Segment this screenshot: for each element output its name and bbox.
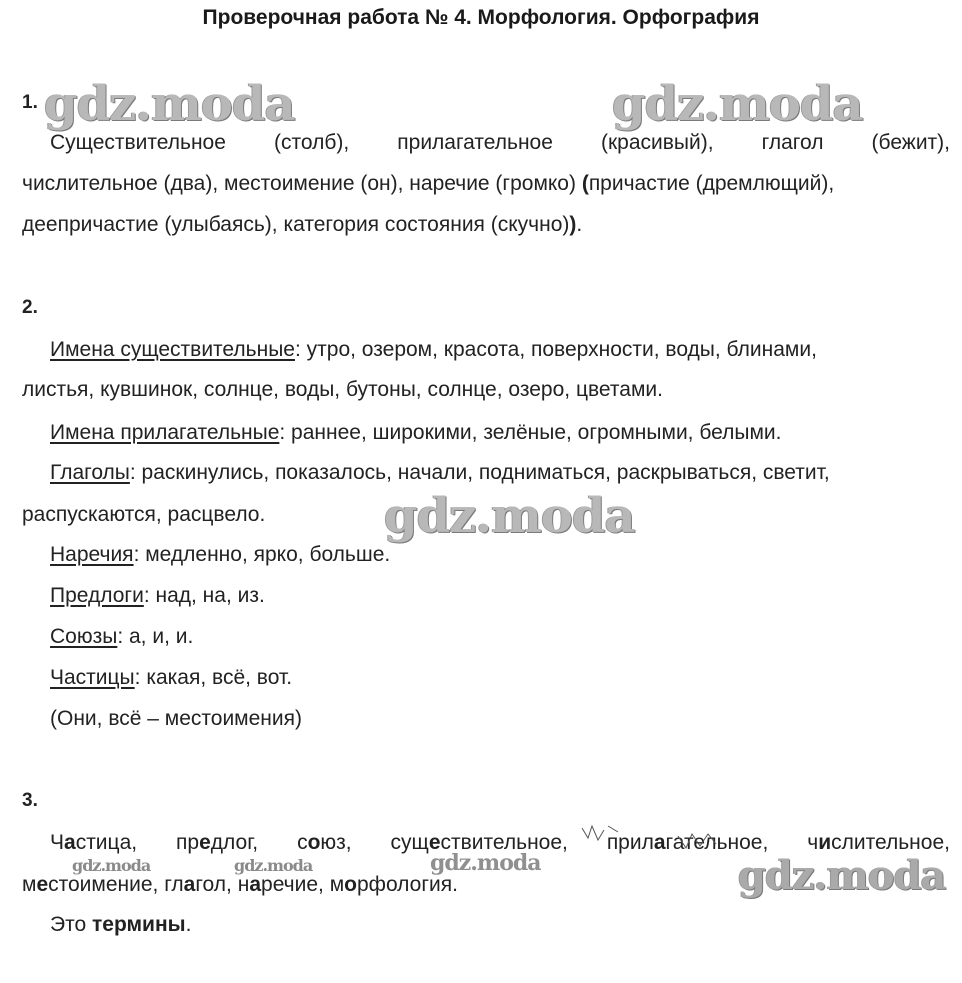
term-word bbox=[50, 831, 137, 854]
word-part: прил bbox=[606, 831, 654, 854]
watermark-logo: gdz.moda bbox=[430, 850, 541, 876]
adjectives-line bbox=[50, 420, 781, 446]
text: деепричастие (улыбаясь), категория состояния (скучно) bbox=[22, 213, 570, 236]
nouns-label: Имена существительные bbox=[50, 338, 295, 361]
highlighted-letter: о bbox=[307, 831, 321, 854]
text: : какая, всё, вот. bbox=[134, 666, 293, 689]
pronouns-note: (Они, всё – местоимения) bbox=[50, 707, 302, 730]
word-part: ч bbox=[807, 831, 819, 854]
highlighted-letter: а bbox=[183, 873, 196, 896]
term-word bbox=[238, 873, 324, 896]
text: : а, и, и. bbox=[117, 625, 194, 648]
word-part: гл bbox=[164, 873, 184, 896]
word-part: н bbox=[237, 873, 250, 896]
task-3-line-1 bbox=[50, 830, 950, 856]
term-word bbox=[22, 873, 158, 896]
term-word bbox=[176, 831, 258, 854]
adjectives-label: Имена прилагательные bbox=[50, 421, 280, 444]
adverbs-label: Наречия bbox=[50, 543, 134, 566]
word-part: стица, bbox=[75, 831, 138, 854]
conjunctions-line bbox=[50, 624, 193, 650]
text: . bbox=[576, 213, 583, 236]
conjunctions-label: Союзы bbox=[50, 625, 118, 648]
nouns-line-2: листья, кувшинок, солнце, воды, бутоны, солнце, озеро, цветами. bbox=[22, 378, 663, 401]
term-word bbox=[330, 873, 458, 896]
task-1-line-3 bbox=[22, 212, 582, 238]
word-part: рфология. bbox=[356, 873, 458, 896]
task-1-line-2 bbox=[22, 171, 834, 197]
word-part: Ч bbox=[50, 831, 64, 854]
watermark-logo: gdz.moda bbox=[738, 852, 946, 899]
page-title: Проверочная работа № 4. Морфология. Орфография bbox=[202, 6, 760, 29]
word: (столб), bbox=[273, 131, 350, 154]
answer-bold: термины bbox=[92, 913, 186, 936]
word-part: пр bbox=[176, 831, 200, 854]
text: : раннее, широкими, зелёные, огромными, белыми. bbox=[279, 421, 782, 444]
watermark-logo: gdz.moda bbox=[234, 856, 313, 875]
nouns-line-1 bbox=[50, 337, 817, 363]
text: : над, на, из. bbox=[143, 584, 265, 607]
task-1-number: 1. bbox=[22, 92, 38, 113]
word: Существительное bbox=[50, 131, 226, 154]
prepositions-line bbox=[50, 583, 265, 609]
text: Это bbox=[50, 913, 92, 936]
highlighted-letter: е bbox=[428, 831, 441, 854]
task-3-line-2 bbox=[22, 872, 458, 898]
text: причастие (дремлющий), bbox=[588, 172, 835, 195]
highlighted-letter: а bbox=[64, 831, 76, 854]
watermark-logo: gdz.moda bbox=[612, 76, 863, 132]
word-part: ствительное, bbox=[440, 831, 568, 854]
highlighted-letter: е bbox=[199, 831, 211, 854]
word-part: длог, bbox=[210, 831, 259, 854]
verbs-line-1 bbox=[50, 460, 830, 486]
adverbs-line bbox=[50, 542, 390, 568]
scribble-strokes bbox=[578, 820, 738, 860]
text: : раскинулись, показалось, начали, подниматься, раскрываться, светит, bbox=[129, 461, 830, 484]
task-2-number: 2. bbox=[22, 297, 38, 318]
task-1-line-1 bbox=[50, 130, 950, 156]
word: глагол bbox=[761, 131, 824, 154]
highlighted-letter: и bbox=[818, 831, 832, 854]
watermark-logo: gdz.moda bbox=[72, 856, 151, 875]
watermark-logo: gdz.moda bbox=[384, 488, 635, 544]
word-part: гол, bbox=[195, 873, 232, 896]
highlighted-letter: е bbox=[36, 873, 49, 896]
word-part: м bbox=[22, 873, 37, 896]
word-part: слительное, bbox=[831, 831, 950, 854]
text: . bbox=[185, 913, 192, 936]
text: : утро, озером, красота, поверхности, воды, блинами, bbox=[294, 338, 817, 361]
word-part: сущ bbox=[390, 831, 429, 854]
text: : медленно, ярко, больше. bbox=[133, 543, 391, 566]
word: прилагательное bbox=[397, 131, 553, 154]
word-part: гательное, bbox=[665, 831, 769, 854]
particles-line bbox=[50, 665, 292, 691]
term-word bbox=[391, 831, 568, 854]
word: (бежит), bbox=[871, 131, 950, 154]
task-3-number: 3. bbox=[22, 790, 38, 811]
particles-label: Частицы bbox=[50, 666, 135, 689]
term-word bbox=[164, 873, 232, 896]
prepositions-label: Предлоги bbox=[50, 584, 144, 607]
highlighted-letter: а bbox=[653, 831, 666, 854]
highlighted-letter: о bbox=[344, 873, 357, 896]
word: (красивый), bbox=[601, 131, 714, 154]
term-word bbox=[297, 831, 352, 854]
bold-paren: ) bbox=[569, 213, 577, 236]
word-part: речие, bbox=[261, 873, 324, 896]
verbs-label: Глаголы bbox=[50, 461, 130, 484]
word-part: м bbox=[329, 873, 345, 896]
word-part: юз, bbox=[320, 831, 352, 854]
word-part: с bbox=[297, 831, 308, 854]
word-part: стоимение, bbox=[48, 873, 159, 896]
highlighted-letter: а bbox=[249, 873, 262, 896]
verbs-line-2: распускаются, расцвело. bbox=[22, 503, 266, 526]
bold-paren: ( bbox=[581, 172, 589, 195]
task-3-answer bbox=[50, 912, 191, 938]
watermark-logo: gdz.moda bbox=[44, 76, 295, 132]
term-word bbox=[807, 831, 950, 854]
text: числительное (два), местоимение (он), наречие (громко) bbox=[22, 172, 582, 195]
